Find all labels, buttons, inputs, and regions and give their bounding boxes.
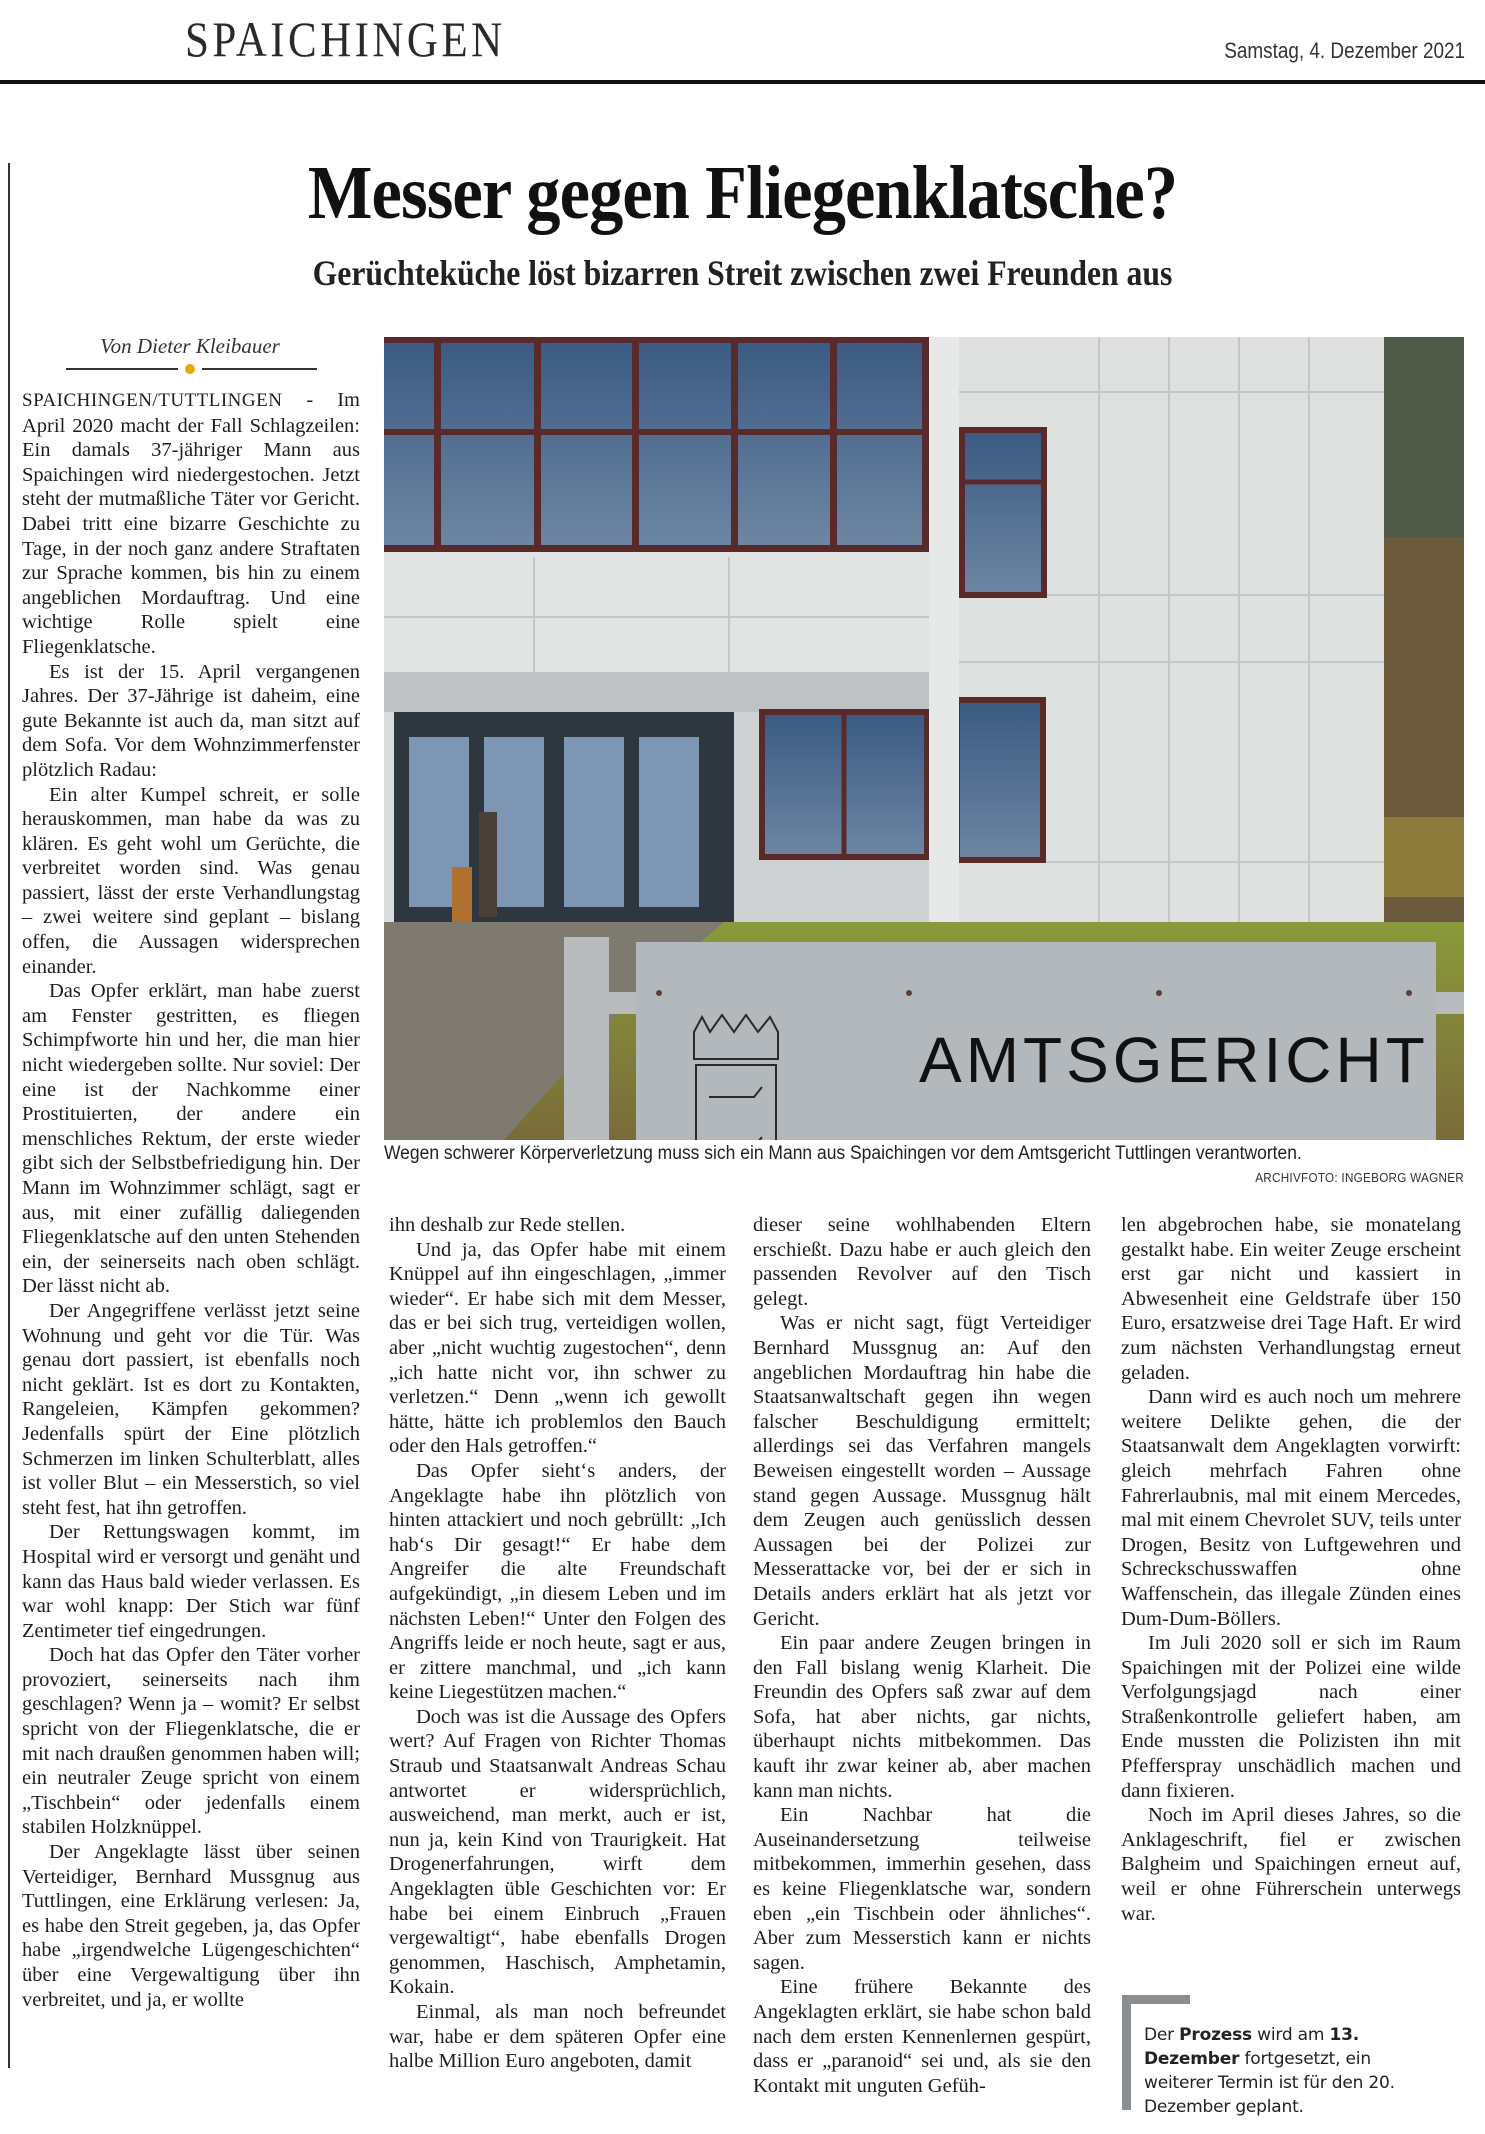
paragraph: dieser seine wohlhabenden Eltern erschießt. Dazu habe er auch gleich den passenden Revolver auf den Tisch gelegt. bbox=[753, 1214, 1091, 1310]
info-box-text: Der Prozess wird am 13. Dezember fortgesetzt, ein weiterer Termin ist für den 20. Dezember geplant. bbox=[1144, 2025, 1395, 2117]
paragraph: Ein paar andere Zeugen bringen in den Fall bislang wenig Klarheit. Die Freundin des Opfers saß zwar auf dem Sofa, hat aber nichts, gar nichts, überhaupt nichts mitbekommen. Das kauft ihr zwar keiner ab, aber machen kann man nichts. bbox=[753, 1632, 1091, 1802]
paragraph: Ein Nachbar hat die Auseinandersetzung teilweise mitbekommen, immerhin gesehen, dass es keine Fliegenklatsche war, sondern eben „ein Tischbein oder ähnliches“. Aber zum Messerstich kann er nichts sagen. bbox=[753, 1804, 1091, 1974]
sign-text: AMTSGERICHT bbox=[919, 1024, 1429, 1096]
info-box bbox=[1122, 1995, 1467, 2117]
headline: Messer gegen Fliegenklatsche? bbox=[307, 151, 1178, 235]
issue-date: Samstag, 4. Dezember 2021 bbox=[1224, 38, 1465, 63]
paragraph: SPAICHINGEN/TUTTLINGEN - Im April 2020 macht der Fall Schlagzeilen: Ein damals 37-jähriger Mann aus Spaichingen wird niedergestochen. Jetzt steht der mutmaßliche Täter vor Gericht. Dabei tritt eine bizarre Geschichte zu Tage, in der noch ganz andere Straftaten zur Sprache kommen, bis hin zu einem angeblichen Mordauftrag. Und eine wichtige Rolle spielt eine Fliegenklatsche. bbox=[22, 389, 360, 658]
paragraph: len abgebrochen habe, sie monatelang gestalkt habe. Ein weiter Zeuge erscheint erst gar nicht und kassiert in Abwesenheit eine Geldstrafe über 150 Euro, ersatzweise drei Tage Haft. Er wird zum nächsten Verhandlungstag erneut geladen. bbox=[1121, 1214, 1461, 1384]
byline-rule-right bbox=[202, 368, 317, 370]
paragraph: Eine frühere Bekannte des Angeklagten erklärt, sie habe schon bald nach dem ersten Kennenlernen gespürt, dass er „paranoid“ sei und, als sie den Kontakt mit unguten Gefüh- bbox=[753, 1976, 1091, 2097]
photo-caption: Wegen schwerer Körperverletzung muss sich ein Mann aus Spaichingen vor dem Amtsgericht Tuttlingen verantworten. bbox=[384, 1143, 1302, 1164]
byline-dot-icon bbox=[185, 364, 195, 374]
paragraph: Noch im April dieses Jahres, so die Anklageschrift, fiel er zwischen Balgheim und Spaichingen erneut auf, weil er ohne Führerschein unterwegs war. bbox=[1121, 1804, 1461, 1925]
paragraph: Der Angegriffene verlässt jetzt seine Wohnung und geht vor die Tür. Was genau dort passiert, ist ebenfalls noch nicht geklärt. Ist es dort zu Kontakten, Rangeleien, Kämpfen gekommen? Jedenfalls spürt der Eine plötzlich Schmerzen im linken Schulterblatt, alles ist voller Blut – ein Messerstich, so viel steht fest, hat ihn getroffen. bbox=[22, 1299, 360, 1519]
paragraph: Doch was ist die Aussage des Opfers wert? Auf Fragen von Richter Thomas Straub und Staatsanwalt Andreas Schau antwortet er widersprüchlich, ausweichend, man merkt, auch er ist, nun ja, kein Kind von Traurigkeit. Hat Drogenerfahrungen, wirft dem Angeklagten üble Geschichten vor: Er habe bei einem Einbruch „Frauen vergewaltigt“, habe ebenfalls Drogen genommen, Haschisch, Amphetamin, Kokain. bbox=[389, 1705, 726, 1999]
article-column-1 bbox=[22, 388, 360, 2012]
byline: Von Dieter Kleibauer bbox=[100, 334, 280, 358]
article-column-4 bbox=[1121, 1213, 1461, 1926]
paragraph: Was er nicht sagt, fügt Verteidiger Bernhard Mussgnug an: Auf den angeblichen Mordauftrag hin habe die Staatsanwaltschaft gegen ihn wegen falscher Beschuldigung ermittelt; allerdings sei das Verfahren mangels Beweisen eingestellt worden – Aussage stand gegen Aussage. Mussgnug hält dem Zeugen auch genüsslich dessen Aussagen bei der Polizei zur Messerattacke vor, bei der er sich in Details anders erklärt hat als jetzt vor Gericht. bbox=[753, 1312, 1091, 1630]
article-column-2 bbox=[389, 1213, 726, 2074]
courthouse-photo bbox=[384, 337, 1464, 1140]
paragraph: Das Opfer sieht‘s anders, der Angeklagte habe ihn plötzlich von hinten attackiert und noch gebrüllt: „Ich hab‘s Dir gesagt!“ Er habe dem Angreifer die alte Freundschaft aufgekündigt, „in diesem Leben und im nächsten Leben!“ Unter den Folgen des Angriffs leide er noch heute, sagt er aus, er zittere manchmal, und „ich kann keine Liegestützen machen.“ bbox=[389, 1459, 726, 1704]
article-column-3 bbox=[753, 1213, 1091, 2098]
photo-credit: ARCHIVFOTO: INGEBORG WAGNER bbox=[1255, 1170, 1464, 1185]
masthead bbox=[0, 0, 1485, 84]
paragraph: Dann wird es auch noch um mehrere weitere Delikte gehen, die der Staatsanwalt dem Angeklagten vorwirft: gleich mehrfach Fahren ohne Fahrerlaubnis, mal mit einem Mercedes, mal mit einem Chevrolet SUV, teils unter Drogen, Besitz von Luftgewehren und Schreckschusswaffen ohne Waffenschein, das illegale Zünden eines Dum-Dum-Böllers. bbox=[1121, 1386, 1461, 1630]
section-title: SPAICHINGEN bbox=[185, 11, 506, 67]
paragraph: Und ja, das Opfer habe mit einem Knüppel auf ihn eingeschlagen, „immer wieder“. Er habe sich mit dem Messer, das er bei sich trug, verteidigen wollen, aber „nicht wuchtig zugestochen“, denn „ich hatte nicht vor, ihn schwer zu verletzen.“ Denn „wenn ich gewollt hätte, hätte ich problemlos den Bauch oder den Hals getroffen.“ bbox=[389, 1238, 726, 1458]
paragraph: ihn deshalb zur Rede stellen. bbox=[389, 1214, 626, 1236]
subheadline: Gerüchteküche löst bizarren Streit zwischen zwei Freunden aus bbox=[312, 253, 1173, 293]
paragraph: Doch hat das Opfer den Täter vorher provoziert, seinerseits nach ihm geschlagen? Wenn ja – womit? Er selbst spricht von der Fliegenklatsche, die er mit nach draußen genommen haben will; ein neutraler Zeuge spricht von einem „Tischbein“ oder jedenfalls einem stabilen Holzknüppel. bbox=[22, 1644, 360, 1839]
paragraph: Der Rettungswagen kommt, im Hospital wird er versorgt und genäht und kann das Haus bald wieder verlassen. Es war wohl knapp: Der Stich war fünf Zentimeter tief eingedrungen. bbox=[22, 1521, 360, 1642]
byline-rule-left bbox=[66, 368, 178, 370]
left-margin-rule bbox=[8, 163, 10, 2068]
article-photo bbox=[384, 337, 1464, 1140]
paragraph: Im Juli 2020 soll er sich im Raum Spaichingen mit der Polizei eine wilde Verfolgungsjagd nach einer Straßenkontrolle geliefert haben, am Ende mussten die Polizisten ihn mit Pfefferspray unschädlich machen und dann fixieren. bbox=[1121, 1632, 1461, 1802]
paragraph: Es ist der 15. April vergangenen Jahres. Der 37-Jährige ist daheim, eine gute Bekannte ist auch da, man sitzt auf dem Sofa. Vor dem Wohnzimmerfenster plötzlich Radau: bbox=[22, 660, 360, 781]
dateline: SPAICHINGEN/TUTTLINGEN bbox=[22, 390, 283, 411]
masthead-rule bbox=[0, 80, 1485, 84]
paragraph: Der Angeklagte lässt über seinen Verteidiger, Bernhard Mussgnug aus Tuttlingen, eine Erklärung verlesen: Ja, es habe den Streit gegeben, ja, das Opfer habe „irgendwelche Lügengeschichten“ über eine Vergewaltigung über ihn verbreitet, und ja, er wollte bbox=[22, 1841, 360, 2011]
info-box-bracket bbox=[1122, 1995, 1131, 2110]
info-box-bracket-top bbox=[1122, 1995, 1190, 2004]
paragraph: Das Opfer erklärt, man habe zuerst am Fenster gestritten, es fliegen Schimpfworte hin und her, die man hier nicht wiedergeben sollte. Nur soviel: Der eine ist der Nachkomme einer Prostituierten, der andere ein menschliches Rektum, der erste wieder gibt sich der Selbstbefriedigung hin. Der Mann im Wohnzimmer schlägt, sagt er aus, mit einer zufällig daliegenden Fliegenklatsche auf den unten Stehenden ein, der seinerseits nach oben schlägt. Der lässt nicht ab. bbox=[22, 980, 360, 1298]
paragraph: Einmal, als man noch befreundet war, habe er dem späteren Opfer eine halbe Million Euro angeboten, damit bbox=[389, 2001, 726, 2073]
paragraph: Ein alter Kumpel schreit, er solle herauskommen, man habe da was zu klären. Es geht wohl um Gerüchte, die verbreitet worden sind. Was genau passiert, lässt der erste Verhandlungstag – zwei weitere sind geplant – bislang offen, die Aussagen widersprechen einander. bbox=[22, 783, 360, 978]
